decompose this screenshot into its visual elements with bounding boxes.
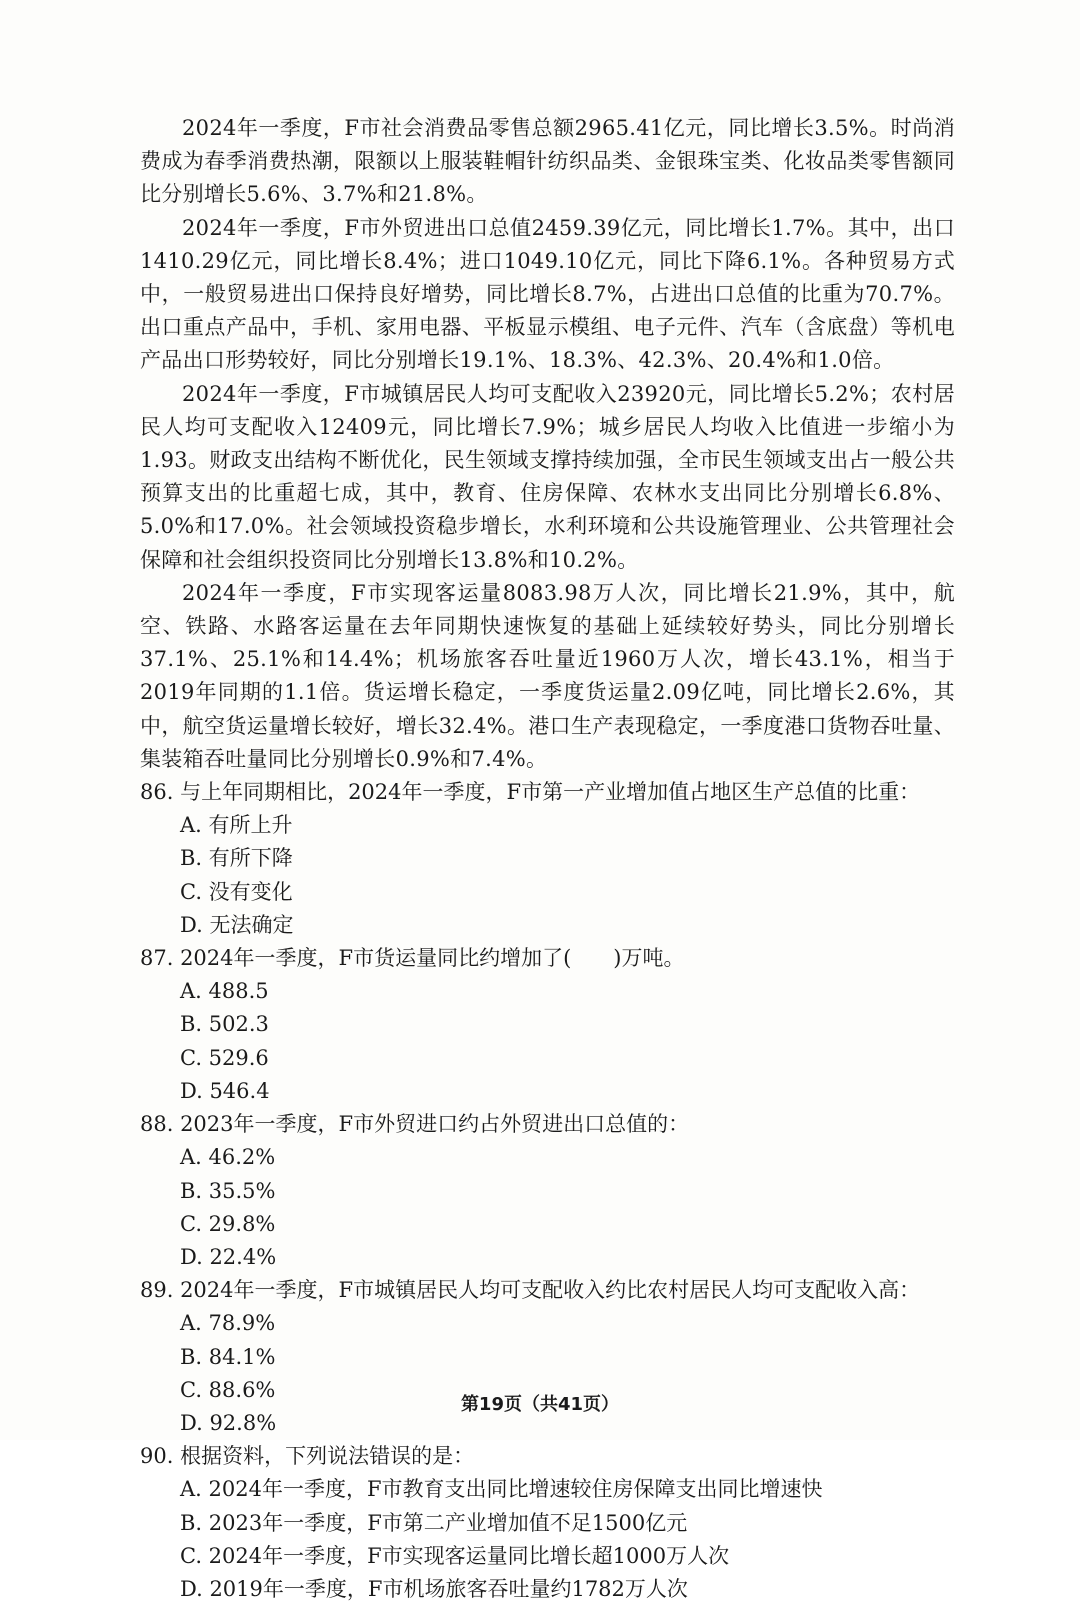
options bbox=[140, 809, 955, 942]
question-90 bbox=[140, 1440, 955, 1606]
question-stem: 88. 2023年一季度，F市外贸进口约占外贸进出口总值的： bbox=[140, 1112, 690, 1137]
paragraph-trade: 2024年一季度，F市外贸进出口总值2459.39亿元，同比增长1.7%。其中，出口1410.29亿元，同比增长8.4%；进口1049.10亿元，同比下降6.1%。各种贸易方式中，一般贸易进出口保持良好增势，同比增长8.7%，占进出口总值的比重为70.7%。出口重点产品中，手机、家用电器、平板显示模组、电子元件、汽车（含底盘）等机电产品出口形势较好，同比分别增长19.1%、18.3%、42.3%、20.4%和1.0倍。 bbox=[140, 215, 955, 373]
option-c: C. 2024年一季度，F市实现客运量同比增长超1000万人次 bbox=[180, 1543, 730, 1568]
option-c: C. 88.6% bbox=[180, 1377, 276, 1402]
question-stem: 86. 与上年同期相比，2024年一季度，F市第一产业增加值占地区生产总值的比重： bbox=[140, 780, 921, 805]
options bbox=[140, 1141, 955, 1274]
option-d: D. 2019年一季度，F市机场旅客吞吐量约1782万人次 bbox=[180, 1576, 688, 1601]
option-a: A. 2024年一季度，F市教育支出同比增速较住房保障支出同比增速快 bbox=[180, 1477, 823, 1502]
option-a: A. 78.9% bbox=[180, 1311, 276, 1336]
paragraph-retail: 2024年一季度，F市社会消费品零售总额2965.41亿元，同比增长3.5%。时尚消费成为春季消费热潮，限额以上服装鞋帽针纺织品类、金银珠宝类、化妆品类零售额同比分别增长5.6%、3.7%和21.8%。 bbox=[140, 116, 955, 207]
option-b: B. 35.5% bbox=[180, 1178, 276, 1203]
question-stem: 90. 根据资料，下列说法错误的是： bbox=[140, 1444, 475, 1469]
option-d: D. 22.4% bbox=[180, 1244, 277, 1269]
option-c: C. 没有变化 bbox=[180, 879, 293, 904]
question-86 bbox=[140, 776, 955, 942]
option-c: C. 529.6 bbox=[180, 1045, 269, 1070]
options bbox=[140, 1307, 955, 1440]
options bbox=[140, 1473, 955, 1606]
option-b: B. 2023年一季度，F市第二产业增加值不足1500亿元 bbox=[180, 1510, 688, 1535]
option-b: B. 502.3 bbox=[180, 1012, 269, 1037]
option-b: B. 84.1% bbox=[180, 1344, 276, 1369]
question-stem: 89. 2024年一季度，F市城镇居民人均可支配收入约比农村居民人均可支配收入高： bbox=[140, 1278, 921, 1303]
option-b: B. 有所下降 bbox=[180, 846, 293, 871]
option-c: C. 29.8% bbox=[180, 1211, 276, 1236]
paragraph-transport: 2024年一季度，F市实现客运量8083.98万人次，同比增长21.9%，其中，航空、铁路、水路客运量在去年同期快速恢复的基础上延续较好势头，同比分别增长37.1%、25.1%和14.4%；机场旅客吞吐量近1960万人次，增长43.1%，相当于2019年同期的1.1倍。货运增长稳定，一季度货运量2.09亿吨，同比增长2.6%，其中，航空货运量增长较好，增长32.4%。港口生产表现稳定，一季度港口货物吞吐量、集装箱吞吐量同比分别增长0.9%和7.4%。 bbox=[140, 580, 955, 771]
option-d: D. 546.4 bbox=[180, 1078, 270, 1103]
question-88 bbox=[140, 1108, 955, 1274]
option-a: A. 有所上升 bbox=[180, 813, 293, 838]
option-a: A. 488.5 bbox=[180, 979, 269, 1004]
option-a: A. 46.2% bbox=[180, 1145, 276, 1170]
option-d: D. 92.8% bbox=[180, 1410, 277, 1435]
page-number: 第19页（共41页） bbox=[460, 1394, 620, 1415]
question-87 bbox=[140, 942, 955, 1108]
paragraph-income: 2024年一季度，F市城镇居民人均可支配收入23920元，同比增长5.2%；农村居民人均可支配收入12409元，同比增长7.9%；城乡居民人均收入比值进一步缩小为1.93。财政支出结构不断优化，民生领域支撑持续加强，全市民生领域支出占一般公共预算支出的比重超七成，其中，教育、住房保障、农林水支出同比分别增长6.8%、5.0%和17.0%。社会领域投资稳步增长，水利环境和公共设施管理业、公共管理社会保障和社会组织投资同比分别增长13.8%和10.2%。 bbox=[140, 381, 955, 572]
page-content bbox=[140, 112, 955, 1606]
option-d: D. 无法确定 bbox=[180, 912, 294, 937]
question-stem: 87. 2024年一季度，F市货运量同比约增加了( )万吨。 bbox=[140, 946, 685, 971]
options bbox=[140, 975, 955, 1108]
